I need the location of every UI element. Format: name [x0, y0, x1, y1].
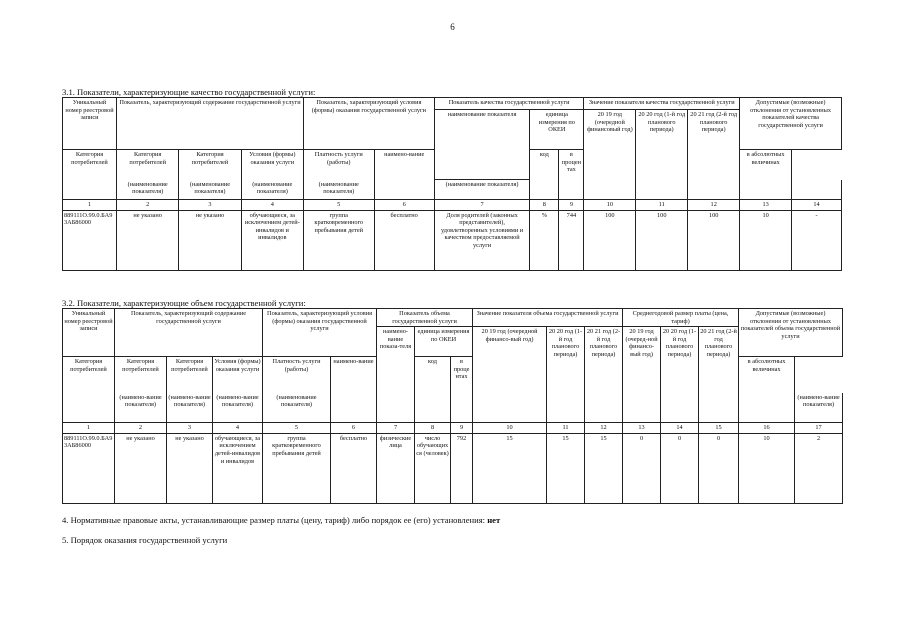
registry-number: 889111О.99.0.БА93АБ86000 — [63, 210, 117, 270]
col-num: 12 — [585, 423, 623, 434]
cell-volume-2020: 15 — [547, 433, 585, 503]
cell-value-2020: 100 — [636, 210, 688, 270]
cell-indicator-name: физические лица — [377, 433, 415, 503]
header-year-2019: 20 19 год (очередной финансовый год) — [584, 110, 636, 200]
header-quality-indicator: Показатель качества государственной услуги — [434, 98, 584, 110]
cell-price-2020: 0 — [661, 433, 699, 503]
header-category-1: Категория потребителей — [63, 150, 117, 180]
header-indicator-name: наимено-вание показа-теля — [377, 327, 415, 423]
header-content-indicator: Показатель, характеризующий содержание государственной услуги — [115, 309, 263, 357]
col-num: 9 — [451, 423, 473, 434]
col-num: 6 — [374, 200, 434, 211]
header-volume-2020: 20 20 год (1-й год планового периода) — [547, 327, 585, 423]
page-number: 6 — [450, 22, 455, 32]
cell-category-2: не указано — [179, 210, 241, 270]
header-category-3: Категория потребителей — [179, 150, 241, 180]
header-price: Среднегодовой размер платы (цена, тариф) — [623, 309, 739, 327]
col-num: 14 — [792, 200, 842, 211]
header-unit-okei: единица измерения по ОКЕИ — [415, 327, 473, 357]
cell-category-3: обучающиеся, за исключением детей-инвалидов и инвалидов — [213, 433, 263, 503]
registry-number: 889111О.99.0.БА93АБ86000 — [63, 433, 115, 503]
header-quality-value: Значение показателя качества государственной услуги — [584, 98, 740, 110]
header-conditions-indicator: Показатель, характеризующий условия (формы) оказания государственной услуги — [303, 98, 434, 150]
section-3-1-title: 3.1. Показатели, характеризующие качество государственной услуги: — [62, 87, 316, 97]
header-year-2021: 20 21 год (2-й год планового периода) — [688, 110, 740, 200]
col-num: 3 — [167, 423, 213, 434]
header-category-3: Категория потребителей — [167, 357, 213, 393]
cell-unit-code: 792 — [451, 433, 473, 503]
header-sub-3: (наименование показателя) — [241, 180, 303, 200]
col-num: 15 — [699, 423, 739, 434]
col-num: 16 — [739, 423, 795, 434]
header-unique-number: Уникальный номер реестровой записи — [63, 309, 115, 357]
header-sub-4: (наименование показателя) — [263, 393, 331, 423]
cell-deviation-percent: 10 — [740, 210, 792, 270]
col-num: 8 — [530, 200, 559, 211]
header-volume-2019: 20 19 год (очередной финансо-вый год) — [473, 327, 547, 423]
header-category-2: Категория потребителей — [115, 357, 167, 393]
header-category-2: Категория потребителей — [117, 150, 179, 180]
column-number-row — [63, 423, 843, 434]
cell-indicator-name: Доля родителей (законных представителей), удовлетворенных условиями и качеством предоставляемой услуги — [434, 210, 530, 270]
col-num: 12 — [688, 200, 740, 211]
cell-deviation-absolute: 2 — [795, 433, 843, 503]
header-deviation: Допустимые (возможные) отклонения от установленных показателей объема государственной услуги — [739, 309, 843, 357]
cell-unit-name: число обучающихся (человек) — [415, 433, 451, 503]
header-year-2020: 20 20 год (1-й год планового периода) — [636, 110, 688, 200]
col-num: 6 — [331, 423, 377, 434]
header-unit-name: наимено-вание — [331, 357, 377, 423]
table-row — [63, 433, 843, 503]
col-num: 1 — [63, 423, 115, 434]
header-sub-5: (наименование показателя) — [434, 180, 530, 200]
col-num: 1 — [63, 200, 117, 211]
cell-condition-form: группа кратковременного пребывания детей — [303, 210, 374, 270]
cell-volume-2021: 15 — [585, 433, 623, 503]
col-num: 9 — [559, 200, 584, 211]
col-num: 7 — [434, 200, 530, 211]
header-deviation: Допустимые (возможные) отклонения от установленных показателей качества государственной услуги — [740, 98, 842, 150]
header-condition-form: Условия (формы) оказания услуги — [213, 357, 263, 393]
cell-price-2019: 0 — [623, 433, 661, 503]
col-num: 13 — [623, 423, 661, 434]
cell-unit-code: 744 — [559, 210, 584, 270]
cell-category-1: не указано — [117, 210, 179, 270]
header-sub-4: (наименование показателя) — [303, 180, 374, 200]
col-num: 10 — [473, 423, 547, 434]
section-4 — [62, 515, 500, 525]
header-sub-5: (наимено-вание показателя) — [795, 393, 843, 423]
header-volume-2021: 20 21 год (2-й год планового периода) — [585, 327, 623, 423]
cell-category-3: обучающиеся, за исключением детей-инвалидов и инвалидов — [241, 210, 303, 270]
header-payment: Платность услуги (работы) — [263, 357, 331, 393]
col-num: 2 — [115, 423, 167, 434]
header-sub-2: (наименование показателя) — [179, 180, 241, 200]
header-sub-3: (наимено-вание показателя) — [213, 393, 263, 423]
header-indicator-name: наименование показателя — [434, 110, 530, 180]
col-num: 7 — [377, 423, 415, 434]
col-num: 11 — [636, 200, 688, 211]
section-4-value: нет — [487, 515, 501, 525]
header-content-indicator: Показатель, характеризующий содержание государственной услуги — [117, 98, 304, 150]
header-price-2019: 20 19 год (очеред-ной финансо-вый год) — [623, 327, 661, 423]
header-percent: в процентах — [451, 357, 473, 423]
cell-deviation-absolute: - — [792, 210, 842, 270]
header-unit-okei: единица измерения по ОКЕИ — [530, 110, 584, 150]
header-volume-value: Значение показателя объема государственной услуги — [473, 309, 623, 327]
cell-price-2021: 0 — [699, 433, 739, 503]
col-num: 11 — [547, 423, 585, 434]
header-percent: в процентах — [559, 150, 584, 200]
col-num: 3 — [179, 200, 241, 211]
header-volume-indicator: Показатель объема государственной услуги — [377, 309, 473, 327]
header-unique-number: Уникальный номер реестровой записи — [63, 98, 117, 150]
col-num: 2 — [117, 200, 179, 211]
col-num: 5 — [263, 423, 331, 434]
quality-indicators-table — [62, 97, 842, 271]
cell-unit-name: % — [530, 210, 559, 270]
table-row — [63, 210, 842, 270]
col-num: 4 — [241, 200, 303, 211]
header-absolute: в абсолютных величинах — [740, 150, 792, 200]
volume-indicators-table — [62, 308, 843, 504]
col-num: 13 — [740, 200, 792, 211]
col-num: 10 — [584, 200, 636, 211]
header-condition-form: Условия (формы) оказания услуги — [241, 150, 303, 180]
header-sub-2: (наимено-вание показателя) — [167, 393, 213, 423]
cell-category-1: не указано — [115, 433, 167, 503]
header-price-2021: 20 21 год (2-й год планового периода) — [699, 327, 739, 423]
cell-payment: бесплатно — [331, 433, 377, 503]
section-3-2-title: 3.2. Показатели, характеризующие объем государственной услуги: — [62, 298, 306, 308]
cell-deviation-percent: 10 — [739, 433, 795, 503]
cell-value-2021: 100 — [688, 210, 740, 270]
cell-value-2019: 100 — [584, 210, 636, 270]
cell-volume-2019: 15 — [473, 433, 547, 503]
header-unit-code: код — [530, 150, 559, 200]
header-conditions-indicator: Показатель, характеризующий условия (формы) оказания государственной услуги — [263, 309, 377, 357]
cell-category-2: не указано — [167, 433, 213, 503]
header-unit-name: наимено-вание — [374, 150, 434, 200]
section-5-text: 5. Порядок оказания государственной услуги — [62, 535, 228, 545]
column-number-row — [63, 200, 842, 211]
header-absolute: в абсолютных величинах — [739, 357, 795, 423]
header-sub-1: (наименование показателя) — [117, 180, 179, 200]
col-num: 14 — [661, 423, 699, 434]
header-payment: Платность услуги (работы) — [303, 150, 374, 180]
col-num: 4 — [213, 423, 263, 434]
col-num: 5 — [303, 200, 374, 211]
header-price-2020: 20 20 год (1-й год планового периода) — [661, 327, 699, 423]
header-category-1: Категория потребителей — [63, 357, 115, 393]
cell-condition-form: группа кратковременного пребывания детей — [263, 433, 331, 503]
header-unit-code: код — [415, 357, 451, 423]
cell-payment: бесплатно — [374, 210, 434, 270]
section-4-text: 4. Нормативные правовые акты, устанавливающие размер платы (цену, тариф) либо порядок ее (его) установления: — [62, 515, 486, 525]
col-num: 17 — [795, 423, 843, 434]
header-sub-1: (наимено-вание показателя) — [115, 393, 167, 423]
col-num: 8 — [415, 423, 451, 434]
